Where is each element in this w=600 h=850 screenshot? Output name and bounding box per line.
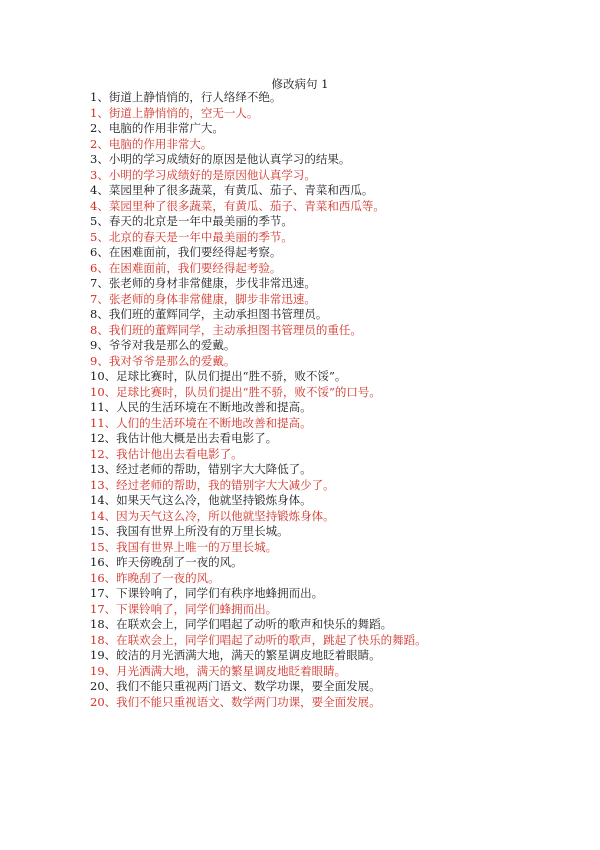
corrected-sentence — [90, 230, 530, 246]
sentence-text: 经过老师的帮助，错别字大大降低了。 — [116, 462, 312, 476]
sentence-number: 9、 — [90, 353, 109, 368]
sentence-number: 5、 — [90, 214, 109, 228]
original-sentence — [90, 679, 530, 695]
sentence-number: 5、 — [90, 229, 109, 244]
sentence-number: 15、 — [90, 524, 117, 538]
corrected-sentence — [90, 633, 530, 649]
sentence-number: 10、 — [90, 369, 117, 383]
sentence-text: 我估计他大概是出去看电影了。 — [116, 431, 278, 445]
sentence-text: 下课铃响了，同学们蜂拥而出。 — [116, 601, 278, 616]
sentence-text: 昨天傍晚刮了一夜的风。 — [116, 555, 243, 569]
sentence-number: 8、 — [90, 322, 109, 337]
sentence-number: 13、 — [90, 462, 117, 476]
sentence-number: 14、 — [90, 508, 117, 523]
sentence-text: 因为天气这么冷，所以他就坚持锻炼身体。 — [116, 508, 335, 523]
sentence-list — [90, 90, 530, 710]
sentence-number: 3、 — [90, 167, 109, 182]
original-sentence — [90, 183, 530, 199]
sentence-text: 在困难面前，我们要经得起考验。 — [108, 260, 282, 275]
corrected-sentence — [90, 664, 530, 680]
corrected-sentence — [90, 261, 530, 277]
original-sentence — [90, 493, 530, 509]
corrected-sentence — [90, 168, 530, 184]
corrected-sentence — [90, 478, 530, 494]
sentence-number: 14、 — [90, 493, 117, 507]
sentence-text: 月光洒满大地，满天的繁星调皮地眨着眼睛。 — [116, 663, 347, 678]
corrected-sentence — [90, 602, 530, 618]
sentence-text: 街道上静悄悄的，空无一人。 — [108, 105, 259, 120]
sentence-text: 在联欢会上，同学们唱起了动听的歌声和快乐的舞蹈。 — [116, 617, 393, 631]
original-sentence — [90, 338, 530, 354]
sentence-number: 1、 — [90, 105, 109, 120]
sentence-text: 爷爷对我是那么的爱戴。 — [108, 338, 236, 352]
corrected-sentence — [90, 354, 530, 370]
sentence-number: 2、 — [90, 121, 109, 135]
corrected-sentence — [90, 416, 530, 432]
sentence-text: 足球比赛时，队员们提出“胜不骄，败不馁”的口号。 — [116, 384, 381, 399]
sentence-text: 电脑的作用非常大。 — [108, 136, 213, 151]
corrected-sentence — [90, 137, 530, 153]
sentence-number: 6、 — [90, 245, 109, 259]
sentence-number: 17、 — [90, 601, 117, 616]
corrected-sentence — [90, 695, 530, 711]
sentence-text: 人们的生活环境在不断地改善和提高。 — [116, 415, 312, 430]
sentence-text: 我对爷爷是那么的爱戴。 — [108, 353, 236, 368]
original-sentence — [90, 431, 530, 447]
sentence-number: 15、 — [90, 539, 117, 554]
original-sentence — [90, 617, 530, 633]
sentence-number: 19、 — [90, 648, 117, 662]
sentence-text: 皎洁的月光洒满大地，满天的繁星调皮地眨着眼睛。 — [116, 648, 381, 662]
sentence-text: 我估计他出去看电影了。 — [116, 446, 243, 461]
sentence-text: 小明的学习成绩好的原因是他认真学习的结果。 — [108, 152, 351, 166]
sentence-text: 如果天气这么冷，他就坚持锻炼身体。 — [116, 493, 312, 507]
original-sentence — [90, 276, 530, 292]
original-sentence — [90, 400, 530, 416]
sentence-number: 13、 — [90, 477, 117, 492]
original-sentence — [90, 648, 530, 664]
original-sentence — [90, 90, 530, 106]
sentence-text: 足球比赛时，队员们提出“胜不骄，败不馁”。 — [116, 369, 347, 383]
original-sentence — [90, 586, 530, 602]
sentence-number: 8、 — [90, 307, 109, 321]
sentence-text: 我国有世界上所没有的万里长城。 — [116, 524, 289, 538]
sentence-number: 3、 — [90, 152, 109, 166]
sentence-number: 1、 — [90, 90, 109, 104]
corrected-sentence — [90, 292, 530, 308]
original-sentence — [90, 555, 530, 571]
sentence-number: 4、 — [90, 183, 109, 197]
sentence-number: 4、 — [90, 198, 109, 213]
sentence-number: 18、 — [90, 617, 117, 631]
sentence-text: 张老师的身材非常健康，步伐非常迅速。 — [108, 276, 316, 290]
sentence-number: 19、 — [90, 663, 117, 678]
sentence-text: 经过老师的帮助，我的错别字大大减少了。 — [116, 477, 335, 492]
sentence-number: 12、 — [90, 431, 117, 445]
original-sentence — [90, 121, 530, 137]
original-sentence — [90, 369, 530, 385]
original-sentence — [90, 214, 530, 230]
sentence-text: 我们不能只重视语文、数学两门功课，要全面发展。 — [116, 694, 381, 709]
sentence-text: 我们班的董辉同学，主动承担图书管理员。 — [108, 307, 328, 321]
corrected-sentence — [90, 509, 530, 525]
sentence-number: 6、 — [90, 260, 109, 275]
corrected-sentence — [90, 106, 530, 122]
sentence-text: 在困难面前，我们要经得起考察。 — [108, 245, 282, 259]
sentence-number: 11、 — [90, 415, 117, 430]
sentence-text: 人民的生活环境在不断地改善和提高。 — [116, 400, 312, 414]
sentence-text: 张老师的身体非常健康，脚步非常迅速。 — [108, 291, 316, 306]
sentence-number: 11、 — [90, 400, 117, 414]
sentence-number: 16、 — [90, 555, 117, 569]
sentence-text: 我们不能只重视两门语文、数学功课，要全面发展。 — [116, 679, 381, 693]
original-sentence — [90, 152, 530, 168]
sentence-text: 菜园里种了很多蔬菜，有黄瓜、茄子、青菜和西瓜等。 — [108, 198, 385, 213]
sentence-number: 18、 — [90, 632, 117, 647]
corrected-sentence — [90, 323, 530, 339]
sentence-number: 17、 — [90, 586, 117, 600]
sentence-number: 2、 — [90, 136, 109, 151]
sentence-number: 7、 — [90, 291, 109, 306]
sentence-number: 7、 — [90, 276, 109, 290]
page-title: 修改病句 1 — [271, 77, 329, 91]
sentence-text: 下课铃响了，同学们有秩序地蜂拥而出。 — [116, 586, 324, 600]
sentence-number: 16、 — [90, 570, 117, 585]
sentence-text: 我们班的董辉同学，主动承担图书管理员的重任。 — [108, 322, 362, 337]
original-sentence — [90, 307, 530, 323]
original-sentence — [90, 524, 530, 540]
sentence-number: 20、 — [90, 679, 117, 693]
sentence-text: 电脑的作用非常广大。 — [108, 121, 224, 135]
sentence-text: 在联欢会上，同学们唱起了动听的歌声，跳起了快乐的舞蹈。 — [116, 632, 427, 647]
sentence-text: 小明的学习成绩好的是原因他认真学习。 — [108, 167, 316, 182]
corrected-sentence — [90, 571, 530, 587]
sentence-text: 我国有世界上唯一的万里长城。 — [116, 539, 278, 554]
original-sentence — [90, 462, 530, 478]
sentence-number: 20、 — [90, 694, 117, 709]
corrected-sentence — [90, 540, 530, 556]
sentence-text: 菜园里种了很多蔬菜，有黄瓜、茄子、青菜和西瓜。 — [108, 183, 374, 197]
sentence-number: 9、 — [90, 338, 109, 352]
sentence-text: 街道上静悄悄的，行人络绎不绝。 — [108, 90, 282, 104]
corrected-sentence — [90, 385, 530, 401]
sentence-text: 春天的北京是一年中最美丽的季节。 — [108, 214, 293, 228]
sentence-number: 12、 — [90, 446, 117, 461]
corrected-sentence — [90, 447, 530, 463]
original-sentence — [90, 245, 530, 261]
sentence-text: 北京的春天是一年中最美丽的季节。 — [108, 229, 293, 244]
sentence-text: 昨晚刮了一夜的风。 — [116, 570, 220, 585]
corrected-sentence — [90, 199, 530, 215]
sentence-number: 10、 — [90, 384, 117, 399]
